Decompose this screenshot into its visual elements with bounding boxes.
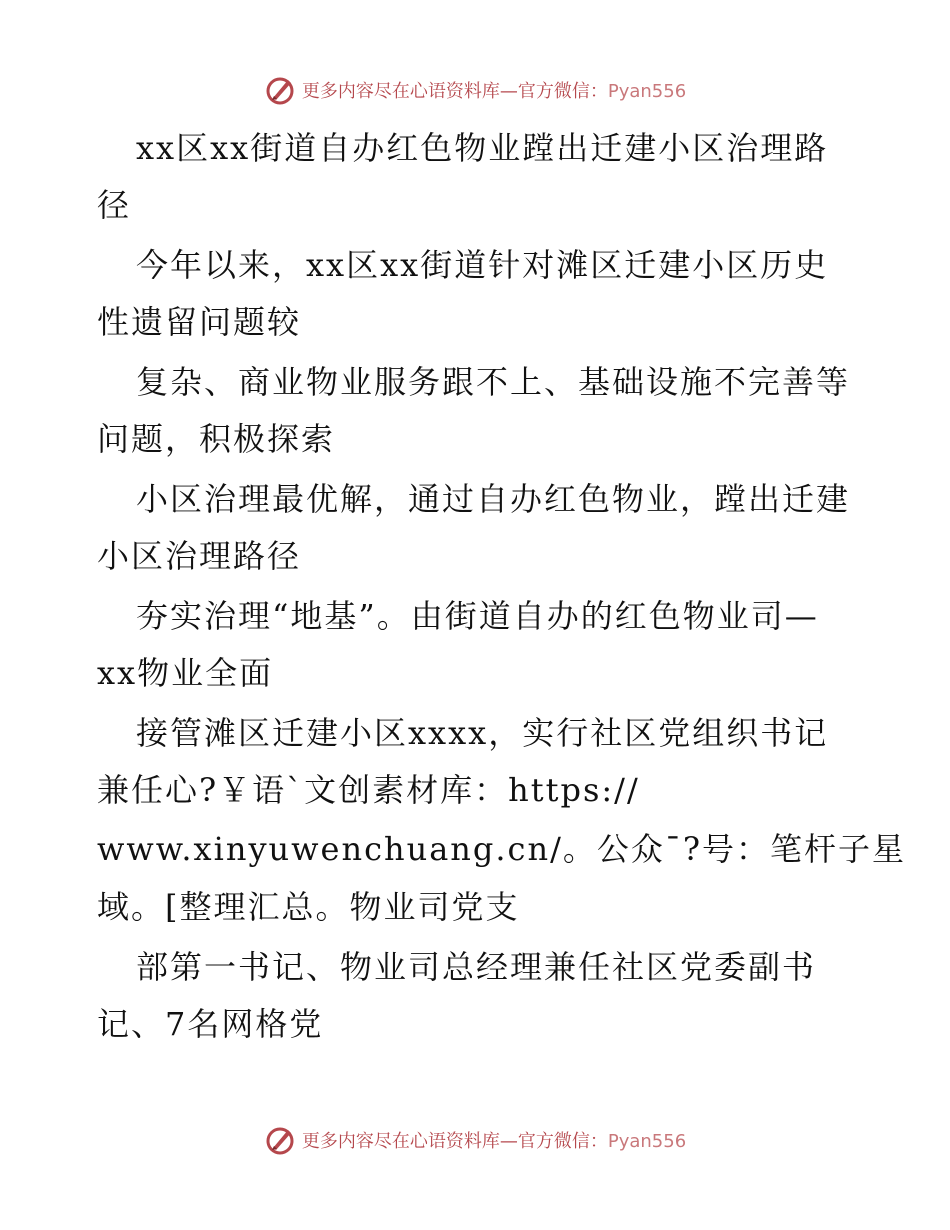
doc-text-line: 复杂、商业物业服务跟不上、基础设施不完善等 [136,363,851,401]
doc-title-line-2: 径 [97,186,132,224]
doc-text-line: 记、7名网格党 [97,1005,324,1043]
quill-pen-logo-icon [264,74,296,106]
doc-text-line: www.xinyuwenchuang.cn/。公众¯?号：笔杆子星 [97,830,907,868]
doc-text-line: 夯实治理“地基”。由街道自办的红色物业司— [136,597,819,635]
doc-text-line: 小区治理路径 [97,537,302,575]
footer-banner-inner [264,1124,686,1156]
doc-text-line: 今年以来，xx区xx街道针对滩区迁建小区历史 [136,246,829,284]
wechat-id: Pyan556 [607,81,687,102]
doc-text-line: xx物业全面 [97,654,274,692]
doc-text-line: 性遗留问题较 [97,303,302,341]
quill-pen-logo-icon [264,1124,296,1156]
banner-text: 更多内容尽在心语资料库—官方微信：Pyan556 [301,81,687,102]
banner-text: 更多内容尽在心语资料库—官方微信：Pyan556 [301,1131,687,1152]
doc-text-line: 域。[整理汇总。物业司党支 [97,888,520,926]
footer-banner [0,1120,950,1160]
doc-title-line-1: xx区xx街道自办红色物业蹚出迁建小区治理路 [136,129,829,167]
doc-text-line: 部第一书记、物业司总经理兼任社区党委副书 [136,948,817,986]
doc-text-line: 接管滩区迁建小区xxxx，实行社区党组织书记 [136,714,829,752]
doc-text-line: 小区治理最优解，通过自办红色物业，蹚出迁建 [136,480,851,518]
wechat-id: Pyan556 [607,1131,687,1152]
header-banner-inner [264,74,686,106]
doc-text-line: 问题，积极探索 [97,420,336,458]
header-banner [0,70,950,110]
doc-text-line: 兼任心?￥语`文创素材库：https:// [97,771,640,809]
